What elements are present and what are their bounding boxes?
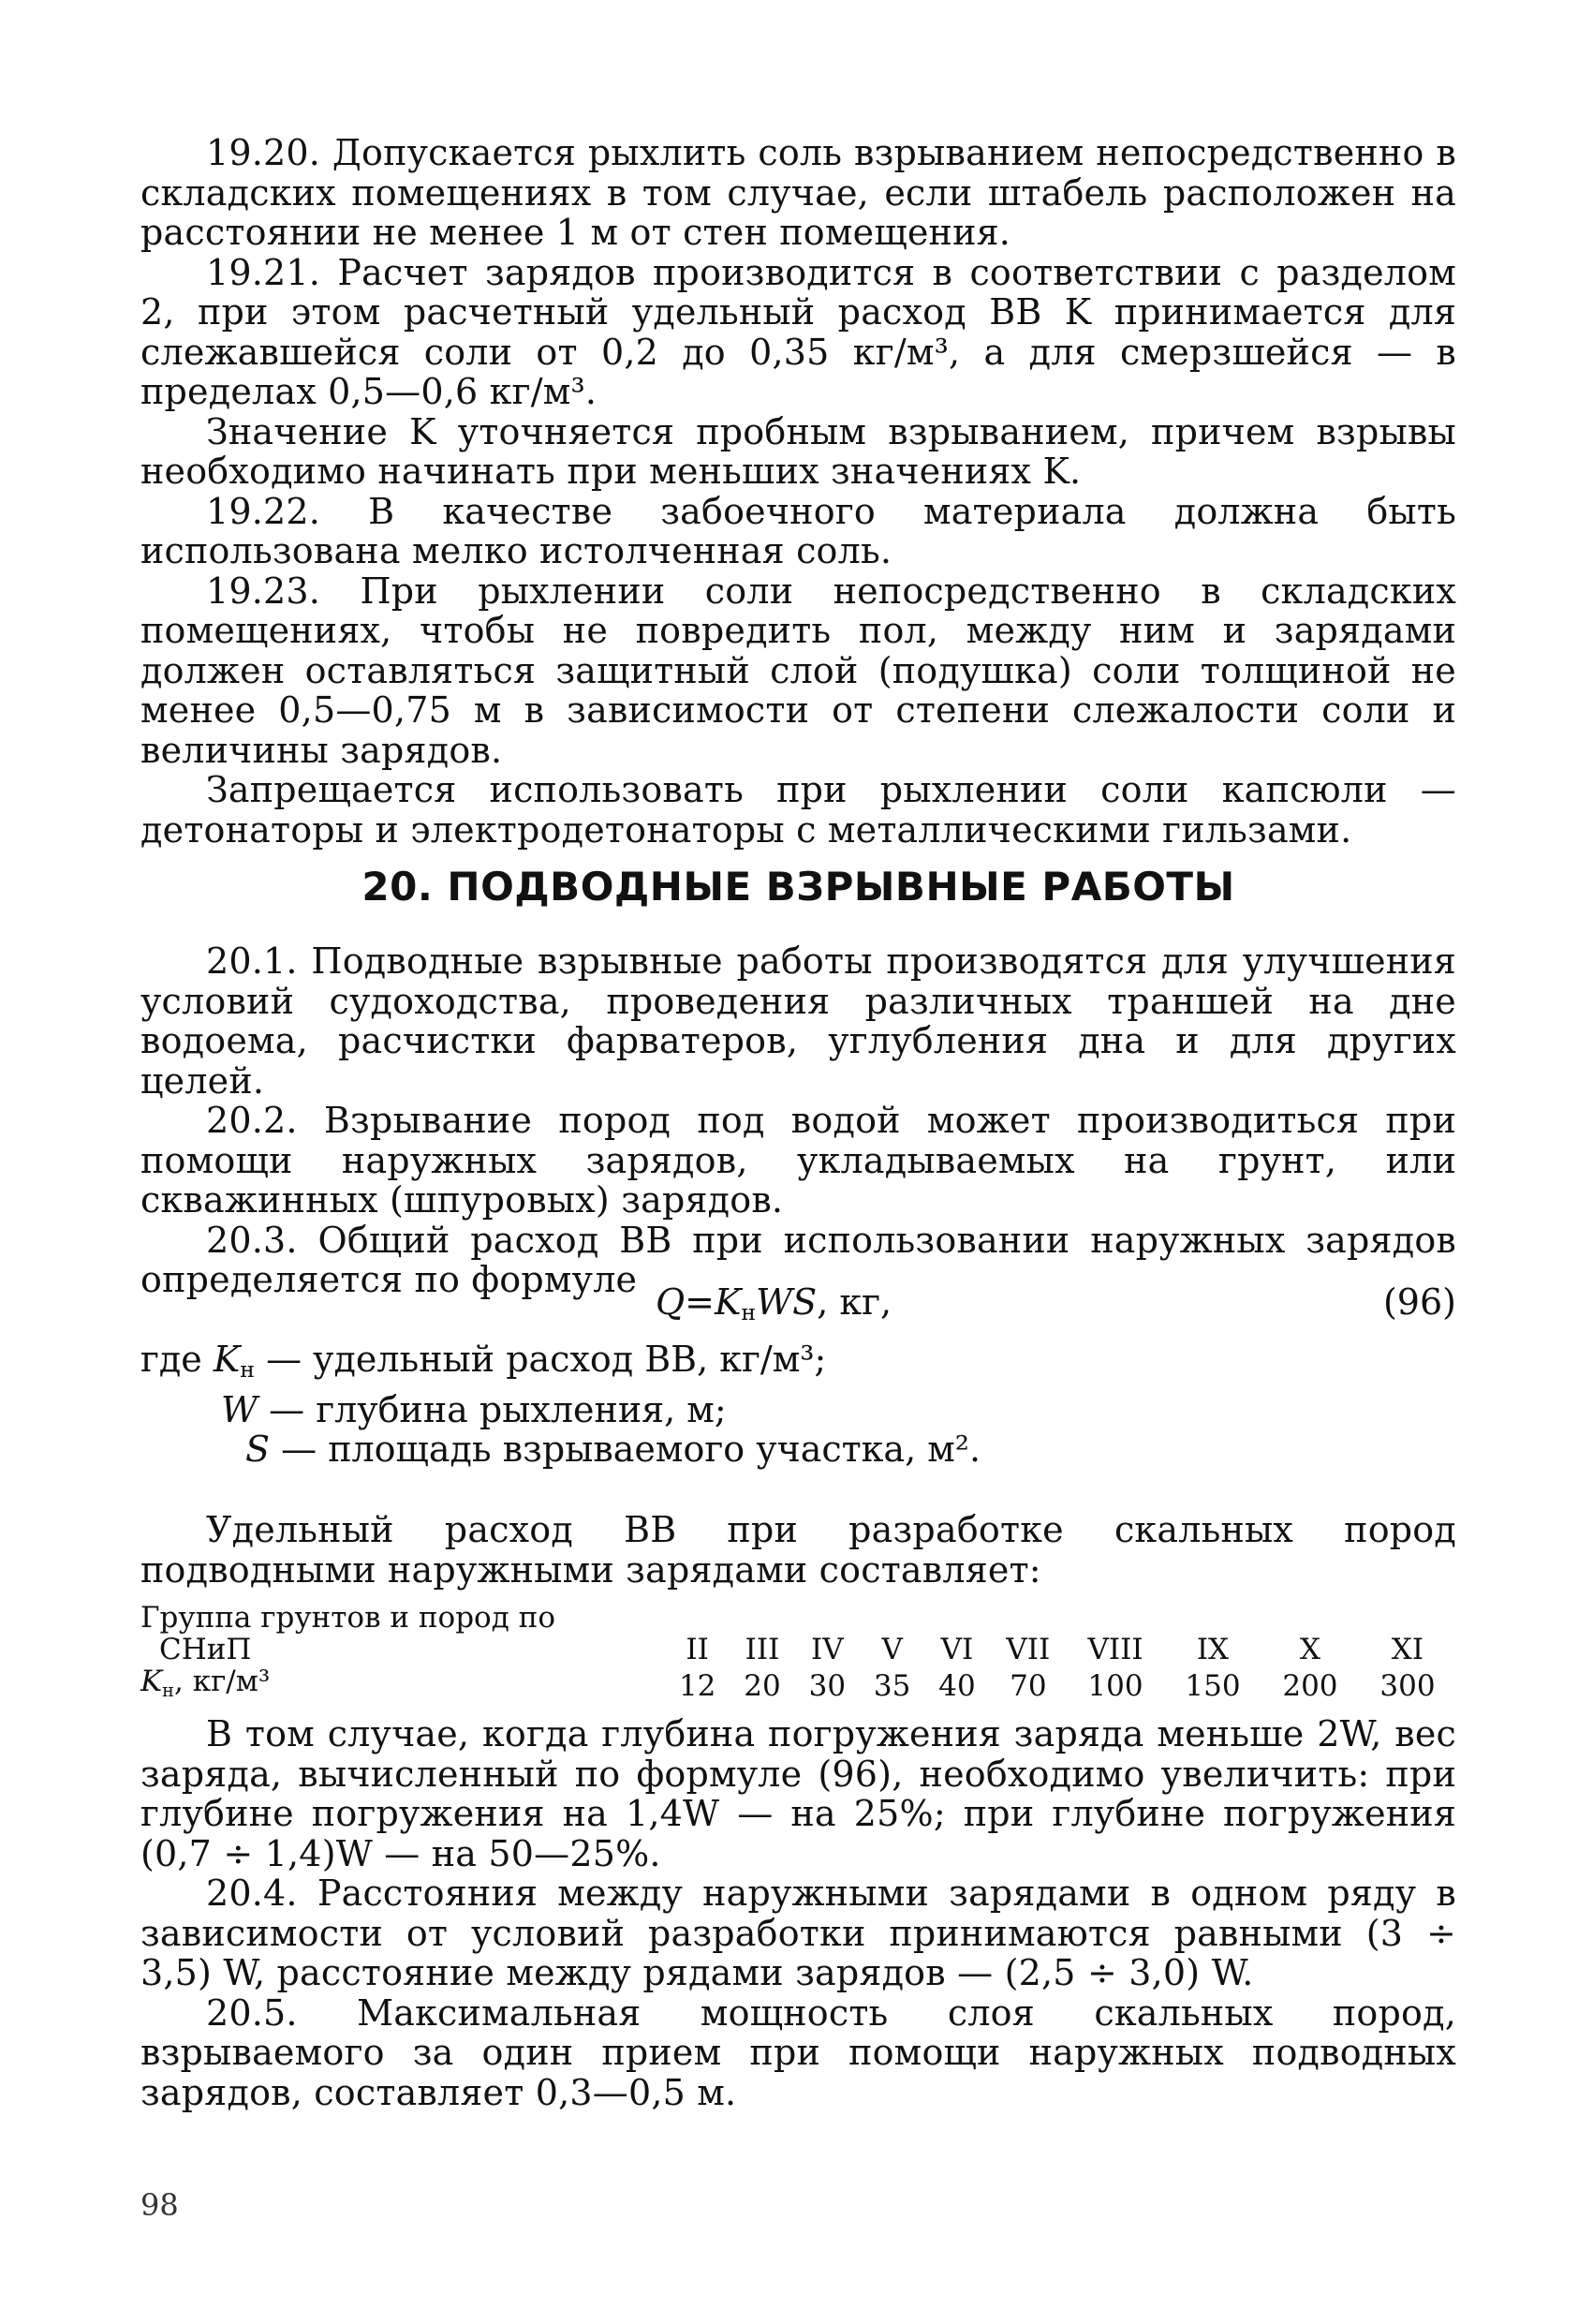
text-block-final bbox=[140, 1714, 1456, 2112]
value-cell: 12 bbox=[678, 1669, 716, 1703]
value-cell: 300 bbox=[1379, 1669, 1436, 1703]
legend-kn-desc: — удельный расход ВВ, кг/м³; bbox=[254, 1339, 827, 1380]
formula-number: (96) bbox=[1382, 1281, 1456, 1323]
paragraph-20-1: 20.1. Подводные взрывные работы производятся для улучшения условий судоходства, проведения различных траншей на дне водоема, расчистки фарватеров, углубления дна и для других целей. bbox=[140, 940, 1456, 1102]
table-label-line2: СНиП bbox=[159, 1633, 252, 1666]
soil-group-table bbox=[140, 1602, 1456, 1707]
legend-s bbox=[140, 1429, 1456, 1470]
paragraph-20-5: 20.5. Максимальная мощность слоя скальных пород, взрываемого за один прием при помощи наружных подводных зарядов, составляет 0,3—0,5 м. bbox=[140, 1991, 1456, 2113]
legend-kn bbox=[140, 1340, 1456, 1390]
paragraph-20-4: 20.4. Расстояния между наружными зарядами в одном ряду в зависимости от условий разработки принимаются равными (3 ÷ 3,5) W, расстояние между рядами зарядов — (2,5 ÷ 3,0) W. bbox=[140, 1873, 1456, 1993]
text-block-19 bbox=[140, 133, 1456, 850]
legend-w-desc: — глубина рыхления, м; bbox=[258, 1388, 727, 1430]
page-number: 98 bbox=[140, 2187, 179, 2223]
table-kn-unit: , кг/м³ bbox=[173, 1665, 271, 1698]
table-row bbox=[140, 1634, 1456, 1665]
paragraph-19-22: 19.22. В качестве забоечного материала должна быть использована мелко истолченная соль. bbox=[140, 490, 1456, 571]
formula-ws: WS bbox=[756, 1281, 818, 1323]
formula-96 bbox=[140, 1281, 1456, 1326]
formula-equals: = bbox=[685, 1281, 715, 1323]
legend-w bbox=[140, 1390, 1456, 1430]
text-block-20 bbox=[140, 941, 1456, 1300]
value-cell: 40 bbox=[938, 1669, 976, 1703]
group-cell: II bbox=[686, 1633, 709, 1666]
group-cell: X bbox=[1299, 1633, 1320, 1666]
group-cell: VII bbox=[1006, 1633, 1051, 1666]
group-cell: IV bbox=[811, 1633, 844, 1666]
paragraph-19-21: 19.21. Расчет зарядов производится в соответствии с разделом 2, при этом расчетный удельный расход ВВ K принимается для слежавшейся соли от 0,2 до 0,35 кг/м³, а для смерзшейся — в пределах 0,5—0,6 кг/м³. bbox=[140, 251, 1456, 412]
table-kn-symbol: K bbox=[140, 1665, 163, 1698]
group-cell: V bbox=[881, 1633, 903, 1666]
value-cell: 35 bbox=[873, 1669, 911, 1703]
paragraph-19-21-k: Значение K уточняется пробным взрыванием, причем взрывы необходимо начинать при меньших значениях K. bbox=[140, 410, 1456, 492]
legend-kn-symbol: K bbox=[213, 1339, 241, 1380]
formula-k-sub: н bbox=[741, 1299, 757, 1325]
value-cell: 100 bbox=[1087, 1669, 1143, 1703]
table-kn-sub: н bbox=[162, 1680, 174, 1701]
paragraph-20-2: 20.2. Взрывание пород под водой может производиться при помощи наружных зарядов, укладываемых на грунт, или скважинных (шпуровых) зарядов. bbox=[140, 1100, 1456, 1221]
legend-kn-sub: н bbox=[240, 1356, 255, 1383]
value-cell: 70 bbox=[1010, 1669, 1047, 1703]
paragraph-19-20: 19.20. Допускается рыхлить соль взрыванием непосредственно в складских помещениях в том случае, если штабель расположен на расстоянии не менее 1 м от стен помещения. bbox=[140, 132, 1456, 253]
value-cell: 20 bbox=[744, 1669, 781, 1703]
paragraph-specific-charge: Удельный расход ВВ при разработке скальных пород подводными наружными зарядами составляет: bbox=[140, 1509, 1456, 1591]
formula-legend bbox=[140, 1340, 1456, 1470]
formula-unit: , кг, bbox=[817, 1281, 892, 1323]
legend-w-symbol: W bbox=[221, 1388, 258, 1430]
value-cell: 200 bbox=[1282, 1669, 1338, 1703]
section-heading: 20. ПОДВОДНЫЕ ВЗРЫВНЫЕ РАБОТЫ bbox=[361, 864, 1235, 910]
paragraph-19-23-b: Запрещается использовать при рыхлении соли капсюли — детонаторы и электродетонаторы с металлическими гильзами. bbox=[140, 769, 1456, 851]
formula-expression bbox=[656, 1281, 892, 1325]
table-label-line1: Группа грунтов и пород по bbox=[140, 1601, 555, 1635]
table-kn-label bbox=[140, 1665, 665, 1707]
legend-prefix: где bbox=[140, 1339, 202, 1380]
value-cell: 150 bbox=[1185, 1669, 1241, 1703]
text-block-specific bbox=[140, 1510, 1456, 1590]
formula-k: K bbox=[715, 1281, 742, 1323]
legend-s-symbol: S bbox=[245, 1428, 271, 1470]
table-row bbox=[140, 1602, 1456, 1634]
table-row bbox=[140, 1665, 1456, 1707]
legend-s-desc: — площадь взрываемого участка, м². bbox=[270, 1428, 981, 1470]
group-cell: XI bbox=[1391, 1633, 1424, 1666]
group-cell: III bbox=[745, 1633, 780, 1666]
value-cell: 30 bbox=[808, 1669, 847, 1703]
group-cell: VIII bbox=[1087, 1633, 1143, 1666]
paragraph-20-3: 20.3. Общий расход ВВ при использовании наружных зарядов определяется по формуле bbox=[140, 1219, 1456, 1300]
paragraph-depth: В том случае, когда глубина погружения заряда меньше 2W, вес заряда, вычисленный по формуле (96), необходимо увеличить: при глубине погружения на 1,4W — на 25%; при глубине погружения (0,7 ÷ 1,4)W — на 50—25%. bbox=[140, 1713, 1456, 1874]
paragraph-19-23: 19.23. При рыхлении соли непосредственно в складских помещениях, чтобы не повредить пол, между ним и зарядами должен оставляться защитный слой (подушка) соли толщиной не менее 0,5—0,75 м в зависимости от степени слежалости соли и величины зарядов. bbox=[140, 570, 1456, 771]
formula-q: Q bbox=[656, 1281, 686, 1323]
group-cell: VI bbox=[940, 1633, 974, 1666]
group-cell: IX bbox=[1196, 1633, 1230, 1666]
